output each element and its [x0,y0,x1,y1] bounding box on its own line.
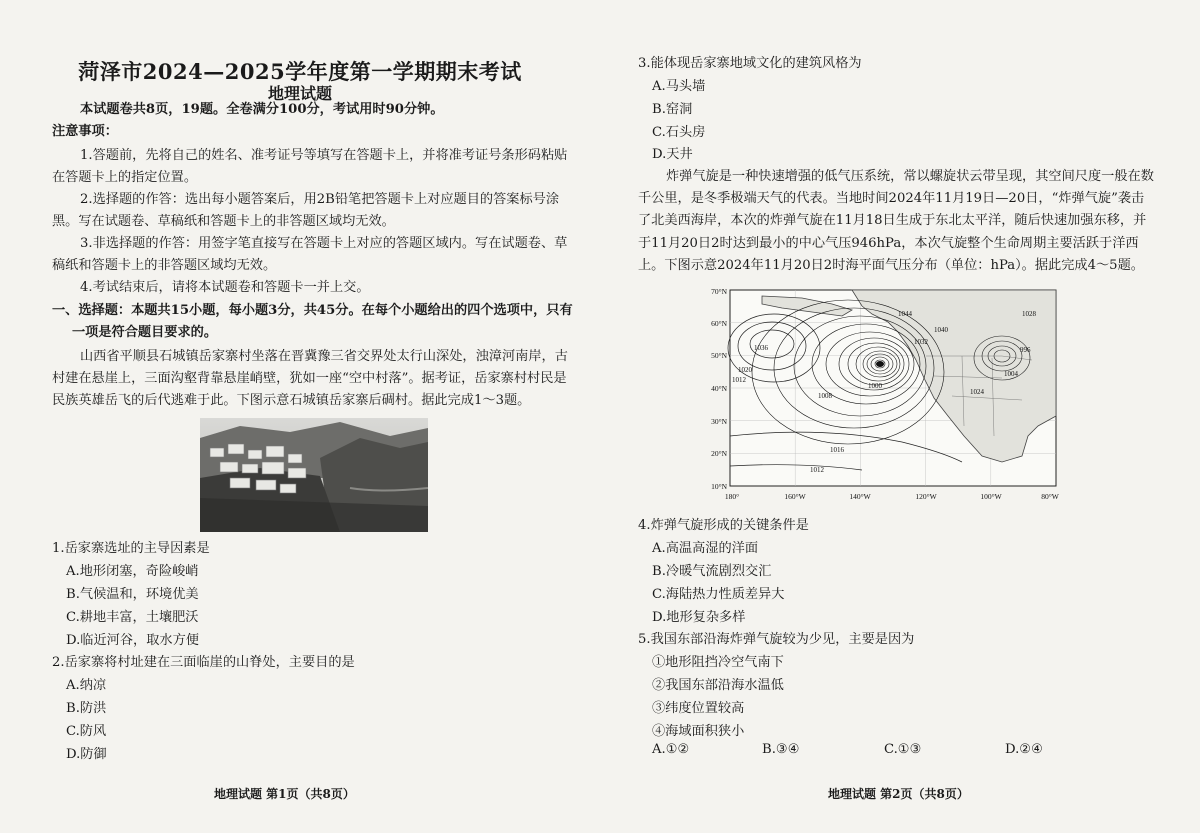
section-heading: 一项是符合题目要求的。 [72,325,218,340]
passage-line: 上。下图示意2024年11月20日2时海平面气压分布（单位：hPa）。据此完成4～5题。 [638,258,1144,273]
q1-option[interactable]: B.气候温和，环境优美 [66,587,199,602]
q4-option[interactable]: A.高温高湿的洋面 [652,541,759,556]
passage-line: 千公里，是冬季极端天气的代表。当地时间2024年11月19日—20日，“炸弹气旋”袭击 [638,191,1145,206]
lat-label: 30°N [711,417,727,426]
q5-item: ③纬度位置较高 [652,701,745,716]
note-line: 稿纸和答题卡上的非答题区域均无效。 [52,258,277,273]
q5-item: ②我国东部沿海水温低 [652,678,784,693]
q3-option[interactable]: D.天井 [652,147,693,162]
isobar-label: 996 [1020,346,1031,354]
isobar-label: 1008 [818,392,832,400]
note-line: 2.选择题的作答：选出每小题答案后，用2B铅笔把答题卡上对应题目的答案标号涂 [80,192,560,207]
lat-label: 70°N [711,287,727,296]
note-line: 1.答题前，先将自己的姓名、准考证号等填写在答题卡上，并将准考证号条形码粘贴 [80,148,568,163]
isobar-label: 1032 [914,338,928,346]
passage-line: 炸弹气旋是一种快速增强的低气压系统，常以螺旋状云带呈现，其空间尺度一般在数 [666,169,1154,184]
exam-info: 本试题卷共8页，19题。全卷满分100分，考试用时90分钟。 [80,102,444,117]
q5-item: ①地形阻挡冷空气南下 [652,655,784,670]
isobar-label: 1016 [830,446,844,454]
lon-label: 100°W [980,492,1002,501]
exam-title: 菏泽市2024—2025学年度第一学期期末考试 [78,59,522,84]
q5-stem: 5.我国东部沿海炸弹气旋较为少见，主要是因为 [638,632,915,647]
passage-line: 村建在悬崖上，三面沟壑背靠悬崖峭壁，犹如一座“空中村落”。据考证，岳家寨村村民是 [52,371,567,386]
q5-item: ④海域面积狭小 [652,724,745,739]
q3-option[interactable]: A.马头墙 [652,79,706,94]
lat-label: 10°N [711,482,727,491]
lat-label: 50°N [711,351,727,360]
q5-option[interactable]: D.②④ [1005,742,1043,757]
lon-label: 80°W [1041,492,1059,501]
village-photo [200,418,428,532]
lon-label: 120°W [915,492,937,501]
passage-line: 于11月20日2时达到最小的中心气压946hPa，本次气旋整个生命周期主要活跃于洋西 [638,236,1139,251]
q1-option[interactable]: D.临近河谷，取水方便 [66,633,199,648]
q1-option[interactable]: A.地形闭塞，奇险峻峭 [66,564,199,579]
lat-label: 60°N [711,319,727,328]
isobar-label: 1044 [898,310,912,318]
isobar-label: 1012 [810,466,824,474]
lat-label: 20°N [711,449,727,458]
isobar-label: 1000 [868,382,882,390]
isobar-label: 1040 [934,326,948,334]
passage-line: 民族英雄岳飞的后代逃难于此。下图示意石城镇岳家寨后碉村。据此完成1～3题。 [52,393,531,408]
lat-label: 40°N [711,384,727,393]
notes-heading: 注意事项： [52,124,118,139]
q4-option[interactable]: D.地形复杂多样 [652,610,746,625]
q4-option[interactable]: C.海陆热力性质差异大 [652,587,785,602]
page-footer: 地理试题 第1页（共8页） [214,787,355,801]
page-footer: 地理试题 第2页（共8页） [828,787,969,801]
passage-line: 山西省平顺县石城镇岳家寨村坐落在晋冀豫三省交界处太行山深处，浊漳河南岸，古 [80,349,568,364]
q5-option[interactable]: A.①② [652,742,690,757]
q4-stem: 4.炸弹气旋形成的关键条件是 [638,518,809,533]
q3-option[interactable]: B.窑洞 [652,102,693,117]
q1-stem: 1.岳家寨选址的主导因素是 [52,541,210,556]
isobar-label: 1024 [970,388,984,396]
lon-label: 160°W [784,492,806,501]
q2-option[interactable]: A.纳凉 [66,678,107,693]
q2-option[interactable]: D.防御 [66,747,107,762]
q4-option[interactable]: B.冷暖气流剧烈交汇 [652,564,772,579]
q2-stem: 2.岳家寨将村址建在三面临崖的山脊处，主要目的是 [52,655,355,670]
note-line: 在答题卡上的指定位置。 [52,170,198,185]
exam-subtitle: 地理试题 [267,84,332,103]
q2-option[interactable]: C.防风 [66,724,107,739]
note-line: 黑。写在试题卷、草稿纸和答题卡上的非答题区域均无效。 [52,214,395,229]
isobar-label: 1036 [754,344,768,352]
sea-level-pressure-map [702,286,1062,504]
lon-label: 140°W [849,492,871,501]
passage-line: 了北美西海岸，本次的炸弹气旋在11月18日生成于东北太平洋，随后快速加强东移，并 [638,213,1147,228]
q2-option[interactable]: B.防洪 [66,701,107,716]
q3-stem: 3.能体现岳家寨地域文化的建筑风格为 [638,56,862,71]
isobar-label: 1028 [1022,310,1036,318]
isobar-label: 1004 [1004,370,1018,378]
note-line: 3.非选择题的作答：用签字笔直接写在答题卡上对应的答题区域内。写在试题卷、草 [80,236,568,251]
q3-option[interactable]: C.石头房 [652,125,706,140]
note-line: 4.考试结束后，请将本试题卷和答题卡一并上交。 [80,280,370,295]
section-heading: 一、选择题：本题共15小题，每小题3分，共45分。在每个小题给出的四个选项中，只有 [52,303,573,318]
isobar-label: 1012 [732,376,746,384]
lon-label: 180° [724,492,740,501]
q5-option[interactable]: B.③④ [762,742,800,757]
q1-option[interactable]: C.耕地丰富，土壤肥沃 [66,610,199,625]
q5-option[interactable]: C.①③ [884,742,922,757]
isobar-label: 1020 [738,366,752,374]
